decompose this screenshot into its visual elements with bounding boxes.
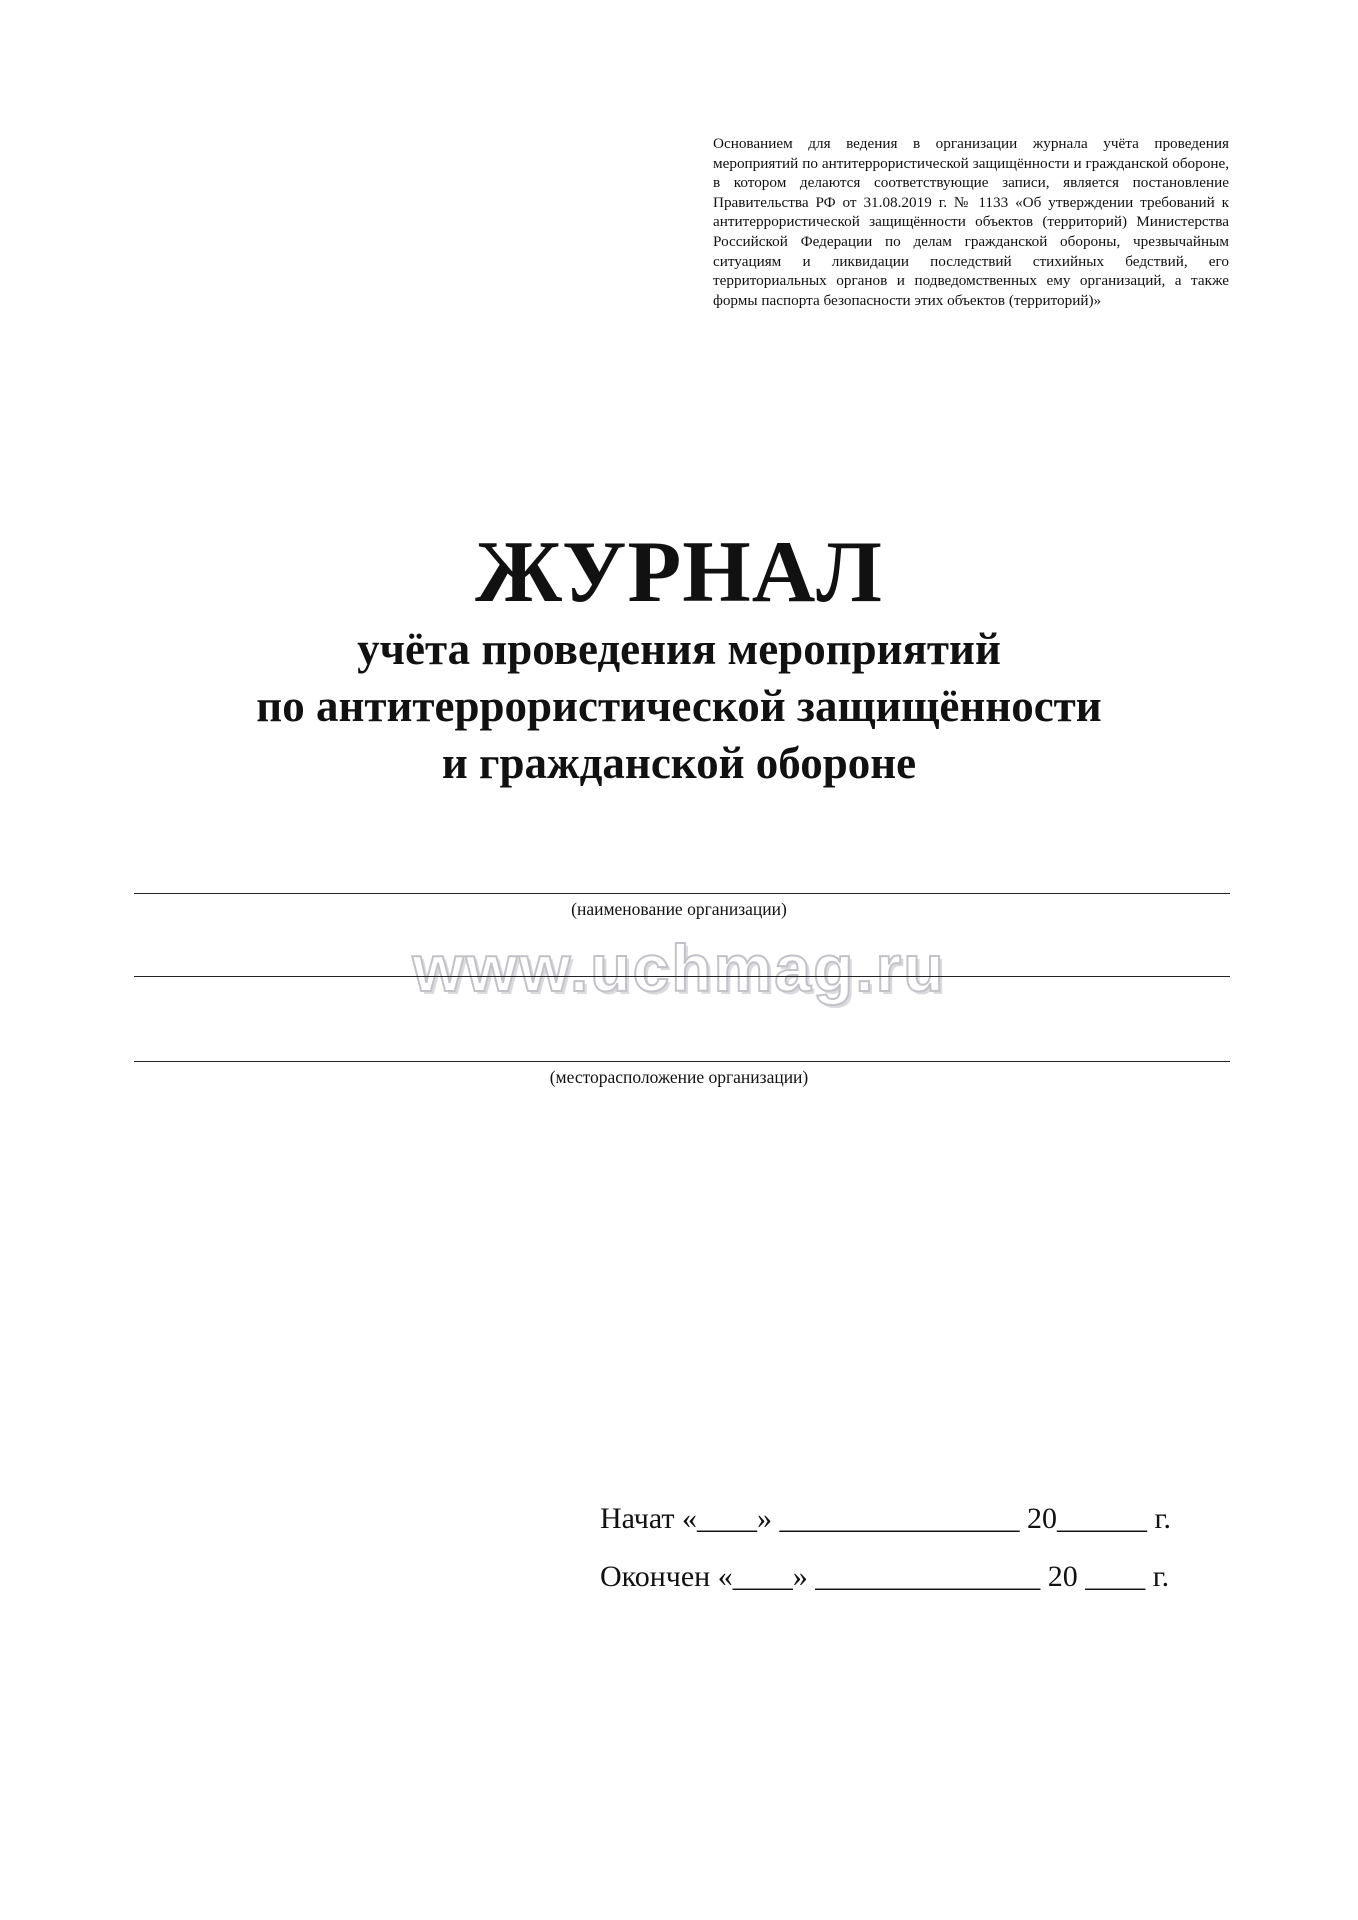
finished-date-line: Окончен «____» _______________ 20 ____ г. xyxy=(600,1560,1170,1593)
org-name-line xyxy=(134,893,1230,894)
org-extra-line xyxy=(134,976,1230,977)
journal-dates xyxy=(600,1490,1240,1606)
journal-subtitle-line-2: по антитеррористической защищённости xyxy=(256,681,1102,731)
site-watermark: www.uchmag.ru xyxy=(412,931,946,1005)
title-block xyxy=(0,525,1358,792)
org-name-caption: (наименование организации) xyxy=(571,899,787,919)
started-date-line: Начат «____» ________________ 20______ г. xyxy=(600,1502,1171,1535)
legal-basis-note: Основанием для ведения в организации журнала учёта проведения мероприятий по антитеррористической защищённости и гражданской обороне, в котором делаются соответствующие записи, является постановление Правительства РФ от 31.08.2019 г. № 1133 «Об утверждении требований к антитеррористической защищённости объектов (территорий) Министерства Российской Федерации по делам гражданской обороны, чрезвычайным ситуациям и ликвидации последствий стихийных бедствий, его территориальных органов и подведомственных ему организаций, а также формы паспорта безопасности этих объектов (территорий)» xyxy=(713,135,1229,309)
org-location-line xyxy=(134,1061,1230,1062)
org-location-caption: (месторасположение организации) xyxy=(549,1067,809,1087)
journal-subtitle-line-1: учёта проведения мероприятий xyxy=(357,624,1001,674)
journal-subtitle-line-3: и гражданской обороне xyxy=(441,738,917,788)
journal-title: ЖУРНАЛ xyxy=(475,524,883,621)
